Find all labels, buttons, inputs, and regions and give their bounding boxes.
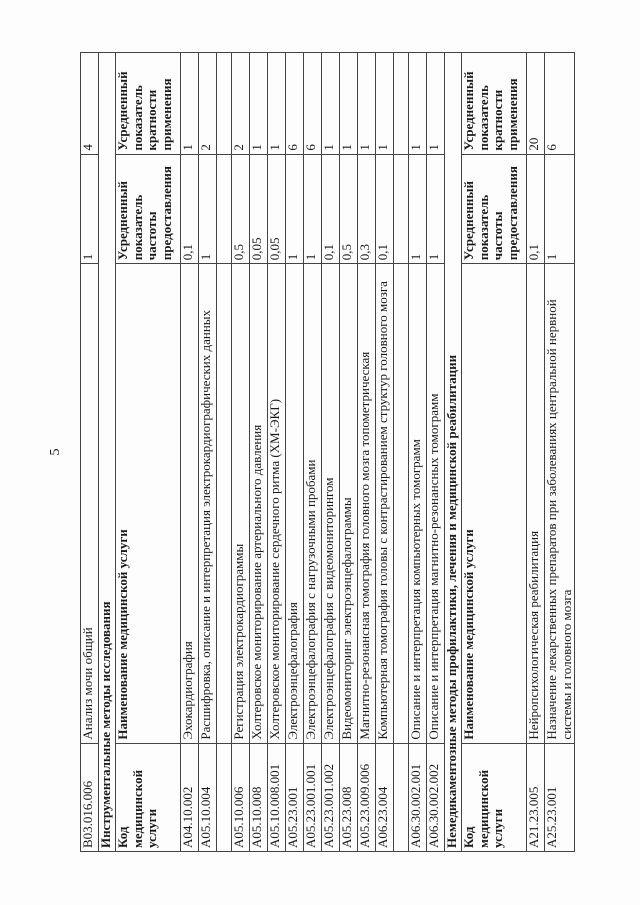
service-code: A21.23.005 (527, 743, 545, 851)
medical-services-table (80, 52, 575, 852)
frequency-value: 0,5 (232, 154, 250, 264)
header-code: Код медицинской услуги (462, 743, 527, 851)
table-row (81, 53, 99, 852)
service-name: Электроэнцефалография с видеомониторингом (322, 264, 340, 743)
table-row (358, 53, 376, 852)
frequency-value: 1 (199, 154, 217, 264)
rotated-table-container (80, 52, 574, 852)
table-row (286, 53, 304, 852)
header-frequency: Усредненный показатель частоты предоставления (462, 154, 527, 264)
page-number: 5 (48, 448, 63, 456)
multiplicity-value: 6 (304, 53, 322, 155)
multiplicity-value: 4 (81, 53, 99, 155)
multiplicity-value: 1 (181, 53, 199, 155)
service-name: Компьютерная томография головы с контрастированием структур головного мозга (376, 264, 394, 743)
service-name: Холтеровское мониторирование артериального давления (250, 264, 268, 743)
blank-cell (394, 264, 409, 743)
service-name: Расшифровка, описание и интерпретация электрокардиографических данных (199, 264, 217, 743)
blank-cell (217, 154, 232, 264)
multiplicity-value: 1 (250, 53, 268, 155)
frequency-value: 0,1 (527, 154, 545, 264)
multiplicity-value: 6 (545, 53, 575, 155)
frequency-value: 1 (304, 154, 322, 264)
table-row (427, 53, 445, 852)
table-row (181, 53, 199, 852)
table-row (232, 53, 250, 852)
service-code: A05.23.001 (286, 743, 304, 851)
multiplicity-value: 1 (322, 53, 340, 155)
service-name: Электроэнцефалография (286, 264, 304, 743)
blank-cell (217, 743, 232, 851)
service-name: Анализ мочи общий (81, 264, 99, 743)
service-code: A04.10.002 (181, 743, 199, 851)
service-code: A05.23.009.006 (358, 743, 376, 851)
table-row (199, 53, 217, 852)
table-row (268, 53, 286, 852)
blank-cell (217, 264, 232, 743)
blank-cell (394, 53, 409, 155)
service-code: A05.10.004 (199, 743, 217, 851)
service-name: Холтеровское мониторирование сердечного ритма (ХМ-ЭКГ) (268, 264, 286, 743)
blank-cell (394, 154, 409, 264)
table-row (376, 53, 394, 852)
service-name: Описание и интерпретация компьютерных томограмм (409, 264, 427, 743)
service-name: Назначение лекарственных препаратов при заболеваниях центральной нервной системы и головного мозга (545, 264, 575, 743)
frequency-value: 0,05 (250, 154, 268, 264)
multiplicity-value: 1 (340, 53, 358, 155)
service-name: Регистрация электрокардиограммы (232, 264, 250, 743)
multiplicity-value: 1 (358, 53, 376, 155)
blank-row (217, 53, 232, 852)
service-code: B03.016.006 (81, 743, 99, 851)
multiplicity-value: 2 (232, 53, 250, 155)
multiplicity-value: 1 (427, 53, 445, 155)
service-code: A25.23.001 (545, 743, 575, 851)
section-title-row (445, 53, 462, 852)
multiplicity-value: 1 (268, 53, 286, 155)
service-code: A06.30.002.002 (427, 743, 445, 851)
multiplicity-value: 2 (199, 53, 217, 155)
frequency-value: 0,1 (376, 154, 394, 264)
table-header-row (116, 53, 181, 852)
blank-cell (394, 743, 409, 851)
table-row (304, 53, 322, 852)
header-name: Наименование медицинской услуги (116, 264, 181, 743)
header-multiplicity: Усредненный показатель кратности применения (462, 53, 527, 155)
service-code: A05.23.001.002 (322, 743, 340, 851)
blank-cell (217, 53, 232, 155)
frequency-value: 1 (81, 154, 99, 264)
table-row (409, 53, 427, 852)
frequency-value: 0,05 (268, 154, 286, 264)
table-row (322, 53, 340, 852)
service-name: Видеомониторинг электроэнцефалограммы (340, 264, 358, 743)
blank-row (394, 53, 409, 852)
service-code: A05.10.006 (232, 743, 250, 851)
service-name: Эхокардиография (181, 264, 199, 743)
service-code: A06.30.002.001 (409, 743, 427, 851)
header-frequency: Усредненный показатель частоты предоставления (116, 154, 181, 264)
frequency-value: 0,3 (358, 154, 376, 264)
table-row (545, 53, 575, 852)
service-name: Описание и интерпретация магнитно-резонансных томограмм (427, 264, 445, 743)
header-name: Наименование медицинской услуги (462, 264, 527, 743)
section-title: Инструментальные методы исследования (99, 53, 116, 852)
frequency-value: 1 (545, 154, 575, 264)
section-title-row (99, 53, 116, 852)
frequency-value: 1 (427, 154, 445, 264)
table-row (527, 53, 545, 852)
multiplicity-value: 6 (286, 53, 304, 155)
service-code: A06.23.004 (376, 743, 394, 851)
header-code: Код медицинской услуги (116, 743, 181, 851)
frequency-value: 0,1 (322, 154, 340, 264)
table-header-row (462, 53, 527, 852)
frequency-value: 0,1 (181, 154, 199, 264)
service-name: Нейропсихологическая реабилитация (527, 264, 545, 743)
service-code: A05.10.008 (250, 743, 268, 851)
table-row (250, 53, 268, 852)
frequency-value: 1 (286, 154, 304, 264)
frequency-value: 1 (409, 154, 427, 264)
frequency-value: 0,5 (340, 154, 358, 264)
service-code: A05.23.008 (340, 743, 358, 851)
header-multiplicity: Усредненный показатель кратности применения (116, 53, 181, 155)
multiplicity-value: 1 (376, 53, 394, 155)
service-code: A05.10.008.001 (268, 743, 286, 851)
multiplicity-value: 1 (409, 53, 427, 155)
service-name: Магнитно-резонансная томография головного мозга топометрическая (358, 264, 376, 743)
multiplicity-value: 20 (527, 53, 545, 155)
section-title: Немедикаментозные методы профилактики, лечения и медицинской реабилитации (445, 53, 462, 852)
service-name: Электроэнцефалография с нагрузочными пробами (304, 264, 322, 743)
service-code: A05.23.001.001 (304, 743, 322, 851)
table-row (340, 53, 358, 852)
